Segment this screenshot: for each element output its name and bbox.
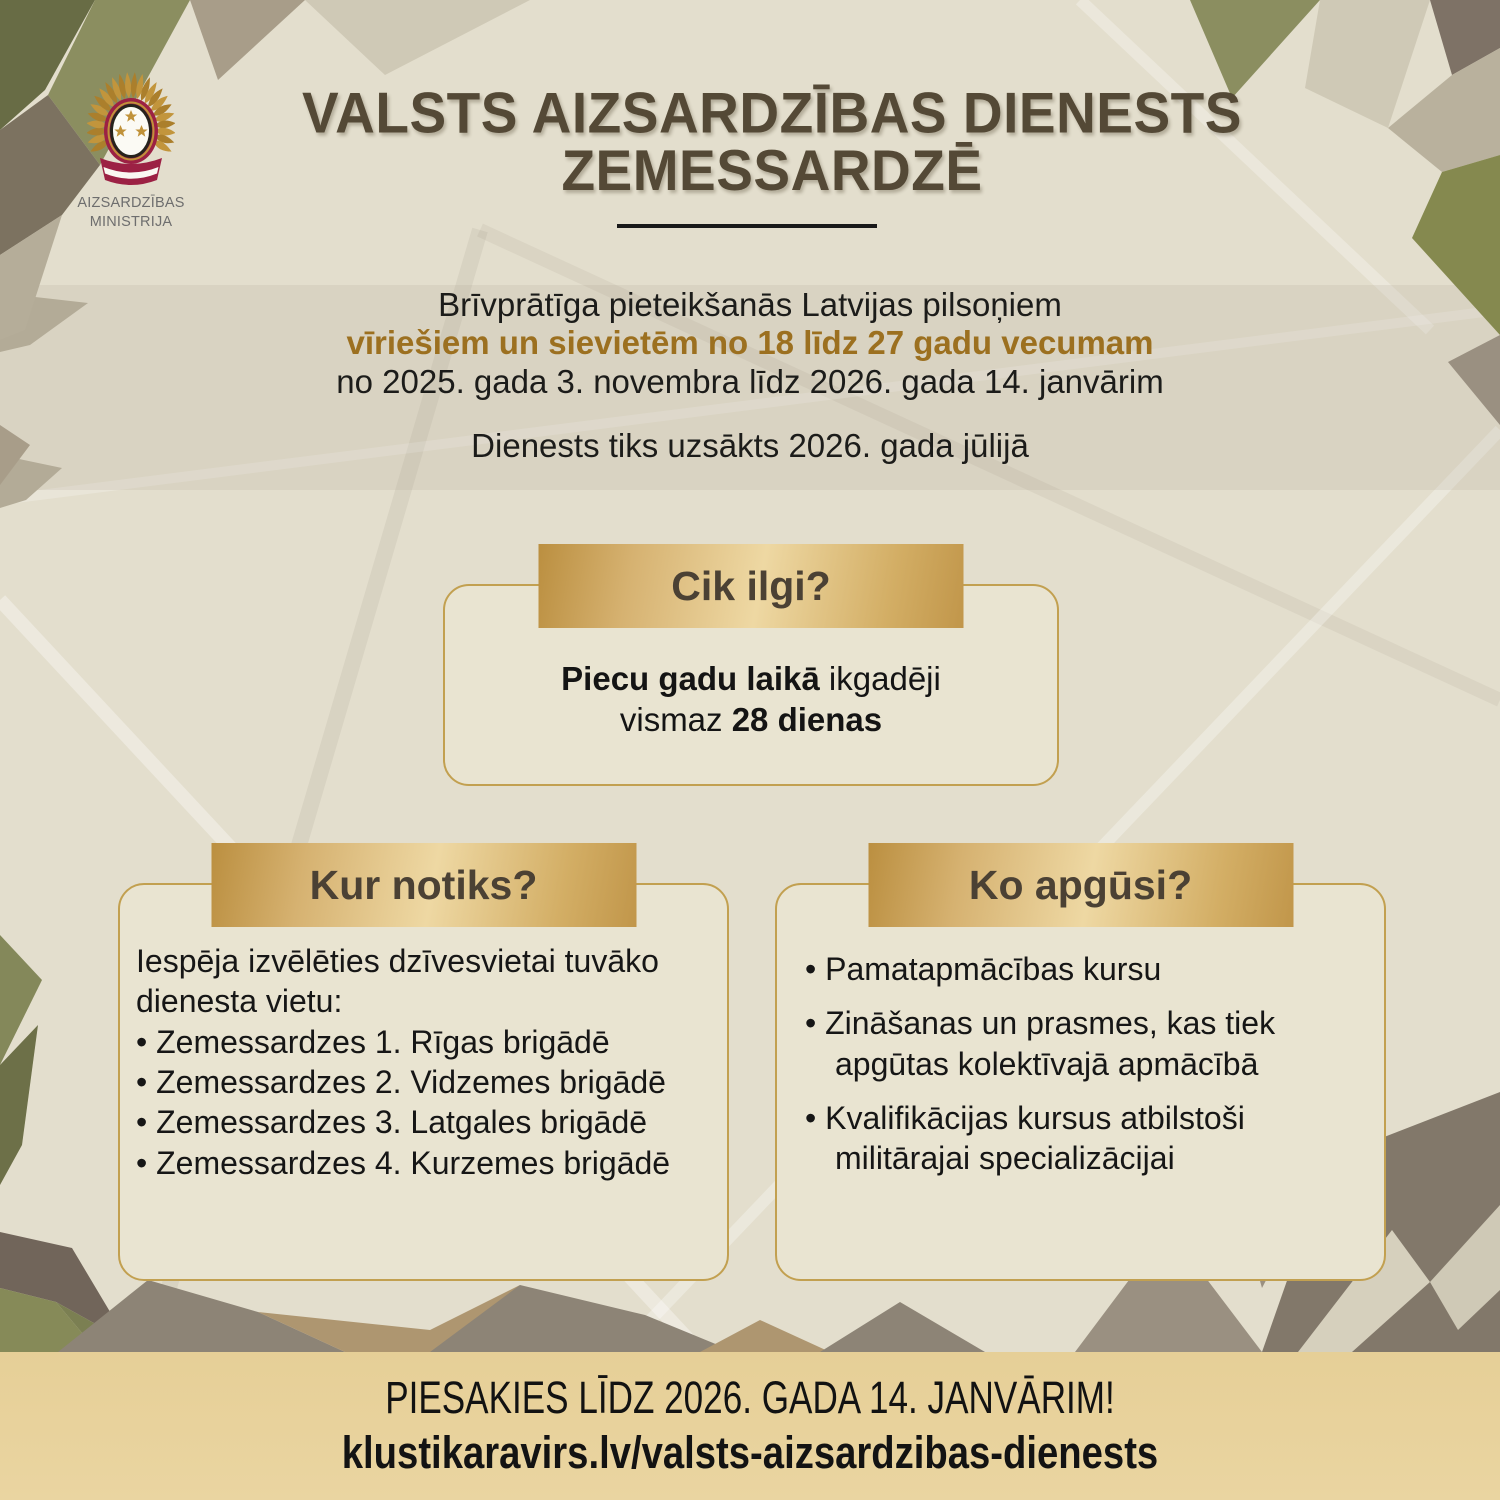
learn-card-title: Ko apgūsi?: [868, 843, 1293, 927]
title-divider: [617, 224, 877, 228]
ministry-name-line2: MINISTRIJA: [89, 213, 173, 230]
learn-card-body: [777, 885, 1384, 1179]
brigade-item: • Zemessardzes 2. Vidzemes brigādē: [136, 1062, 705, 1102]
duration-card-title: Cik ilgi?: [539, 544, 964, 628]
intro-line1: Brīvprātīga pieteikšanās Latvijas pilsoņiem: [438, 286, 1062, 323]
brigade-item: • Zemessardzes 3. Latgales brigādē: [136, 1102, 705, 1142]
duration-card: [443, 563, 1059, 786]
intro-block: [0, 286, 1500, 465]
page-title: [60, 79, 1484, 203]
where-card: [118, 862, 729, 1281]
course-item: • Zināšanas un prasmes, kas tiek apgūtas kolektīvajā apmācībā: [805, 1003, 1364, 1084]
footer-band: [0, 1352, 1500, 1500]
duration-bold1: Piecu gadu laikā: [561, 660, 820, 697]
footer-call-to-action: PIESAKIES LĪDZ 2026. GADA 14. JANVĀRIM!: [385, 1372, 1115, 1423]
duration-card-body: [445, 658, 1057, 741]
where-intro: Iespēja izvēlēties dzīvesvietai tuvāko dienesta vietu:: [136, 943, 659, 1020]
duration-line1: [445, 658, 1057, 699]
intro-line4: Dienests tiks uzsākts 2026. gada jūlijā: [471, 426, 1029, 464]
duration-line2: [445, 699, 1057, 740]
duration-bold2: 28 dienas: [731, 701, 883, 739]
brigade-item: • Zemessardzes 1. Rīgas brigādē: [136, 1022, 705, 1062]
title-line2: ZEMESSARDZĒ: [561, 137, 983, 203]
footer-url: klustikaravirs.lv/valsts-aizsardzibas-dienests: [341, 1427, 1159, 1478]
course-item: • Pamatapmācības kursu: [805, 949, 1364, 989]
course-list: [805, 949, 1364, 1179]
course-item: • Kvalifikācijas kursus atbilstoši militārajai specializācijai: [805, 1098, 1364, 1179]
intro-line3: no 2025. gada 3. novembra līdz 2026. gada 14. janvārim: [336, 362, 1164, 400]
duration-text1: ikgadēji: [819, 660, 941, 697]
learn-card: [775, 862, 1386, 1281]
brigade-list: [136, 1022, 705, 1183]
where-card-title: Kur notiks?: [211, 843, 636, 927]
intro-highlight: vīriešiem un sievietēm no 18 līdz 27 gadu vecumam: [346, 324, 1154, 362]
where-card-body: [120, 885, 727, 1183]
ministry-name-line1: AIZSARDZĪBAS: [77, 195, 185, 211]
title-line1: VALSTS AIZSARDZĪBAS DIENESTS: [302, 79, 1242, 145]
duration-text2: vismaz: [619, 701, 732, 739]
brigade-item: • Zemessardzes 4. Kurzemes brigādē: [136, 1143, 705, 1183]
